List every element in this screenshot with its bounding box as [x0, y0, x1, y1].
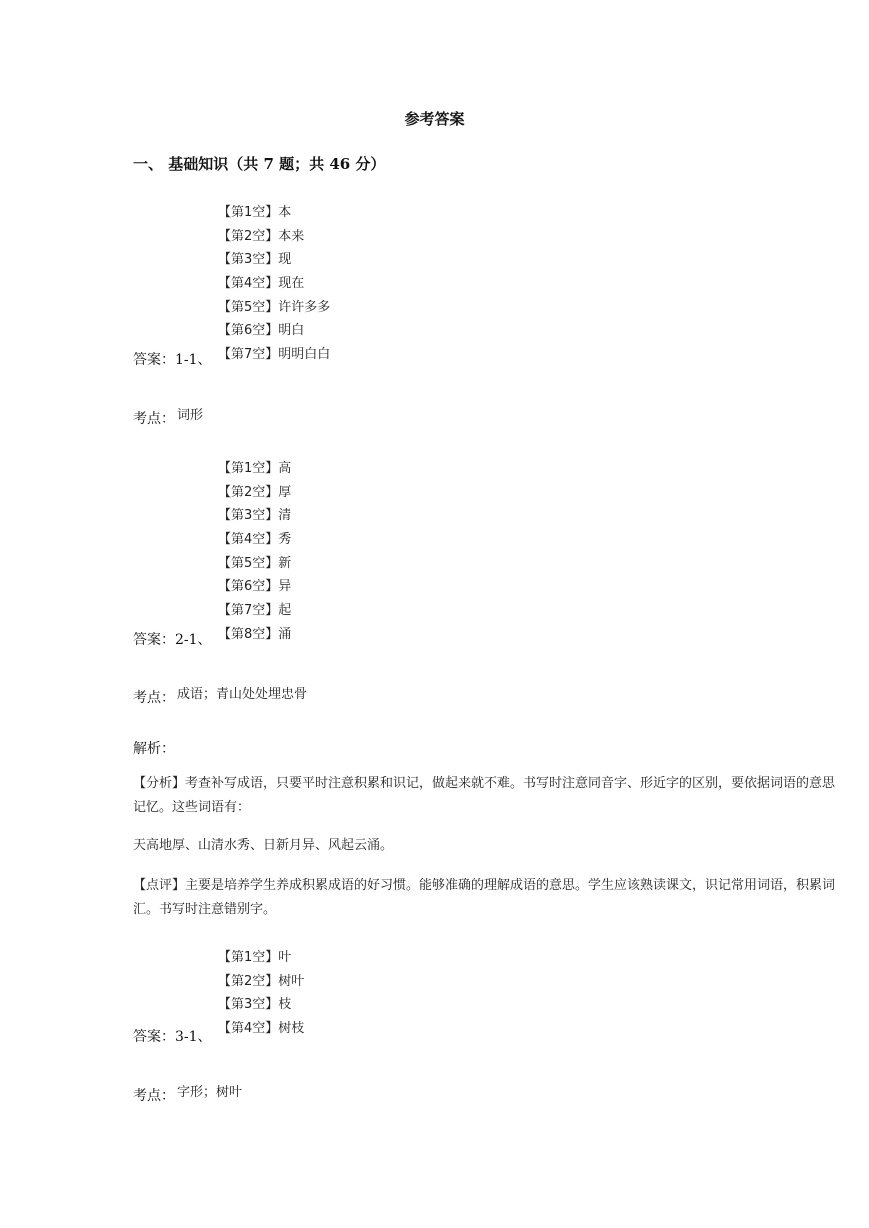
q2-comment-line-1: 【点评】主要是培养学生养成积累成语的好习惯。能够准确的理解成语的意思。学生应该熟读课文，识记常用词语，积累词: [133, 878, 836, 893]
q2-blank-2: 【第2空】厚: [218, 484, 292, 500]
q3-blank-list: [218, 946, 304, 1041]
q1-blank-3: 【第3空】现: [218, 252, 292, 268]
q3-answer-label: 答案：3-1、: [133, 1029, 212, 1045]
q2-jiexi-label: 解析：: [133, 741, 175, 757]
q2-kaodian-value: 成语；青山处处埋忠骨: [177, 687, 308, 702]
q2-words-line: 天高地厚、山清水秀、日新月异、风起云涌。: [133, 838, 394, 853]
q1-kaodian-value: 词形: [177, 408, 204, 423]
q3-blank-1: 【第1空】叶: [218, 950, 292, 965]
q2-kaodian-label: 考点：: [133, 690, 175, 706]
q2-comment-line-2: 汇。书写时注意错别字。: [133, 902, 277, 917]
q2-blank-3: 【第3空】清: [218, 508, 292, 524]
q2-blank-6: 【第6空】异: [218, 579, 292, 595]
q2-blank-8: 【第8空】涌: [218, 626, 292, 642]
section-heading: 一、 基础知识（共 7 题；共 46 分）: [133, 155, 386, 173]
q1-blank-7: 【第7空】明明白白: [218, 347, 331, 363]
q2-blank-4: 【第4空】秀: [218, 532, 292, 548]
q3-kaodian-value: 字形；树叶: [177, 1085, 243, 1100]
q1-kaodian-label: 考点：: [133, 411, 175, 427]
page-title: 参考答案: [404, 110, 465, 128]
q1-blank-4: 【第4空】现在: [218, 276, 305, 292]
q3-blank-3: 【第3空】枝: [218, 997, 292, 1013]
q1-blank-5: 【第5空】许许多多: [218, 299, 331, 315]
q1-answer-label: 答案：1-1、: [133, 352, 212, 368]
q3-kaodian-label: 考点：: [133, 1088, 175, 1104]
q1-blank-6: 【第6空】明白: [218, 323, 305, 339]
q1-blank-2: 【第2空】本来: [218, 228, 305, 244]
q2-analysis-line-2: 记忆。这些词语有：: [133, 800, 251, 815]
q3-blank-4: 【第4空】树枝: [218, 1021, 305, 1037]
q2-answer-label: 答案：2-1、: [133, 632, 212, 648]
q3-blank-2: 【第2空】树叶: [218, 973, 305, 989]
q2-blank-7: 【第7空】起: [218, 603, 292, 619]
q2-blank-5: 【第5空】新: [218, 555, 292, 571]
q2-blank-1: 【第1空】高: [218, 461, 292, 476]
q2-blank-list: [218, 457, 291, 647]
q2-analysis-line-1: 【分析】考查补写成语，只要平时注意积累和识记，做起来就不难。书写时注意同音字、形近字的区别，要依据词语的意思: [133, 776, 836, 791]
q1-blank-list: [218, 201, 330, 367]
q1-blank-1: 【第1空】本: [218, 205, 292, 220]
